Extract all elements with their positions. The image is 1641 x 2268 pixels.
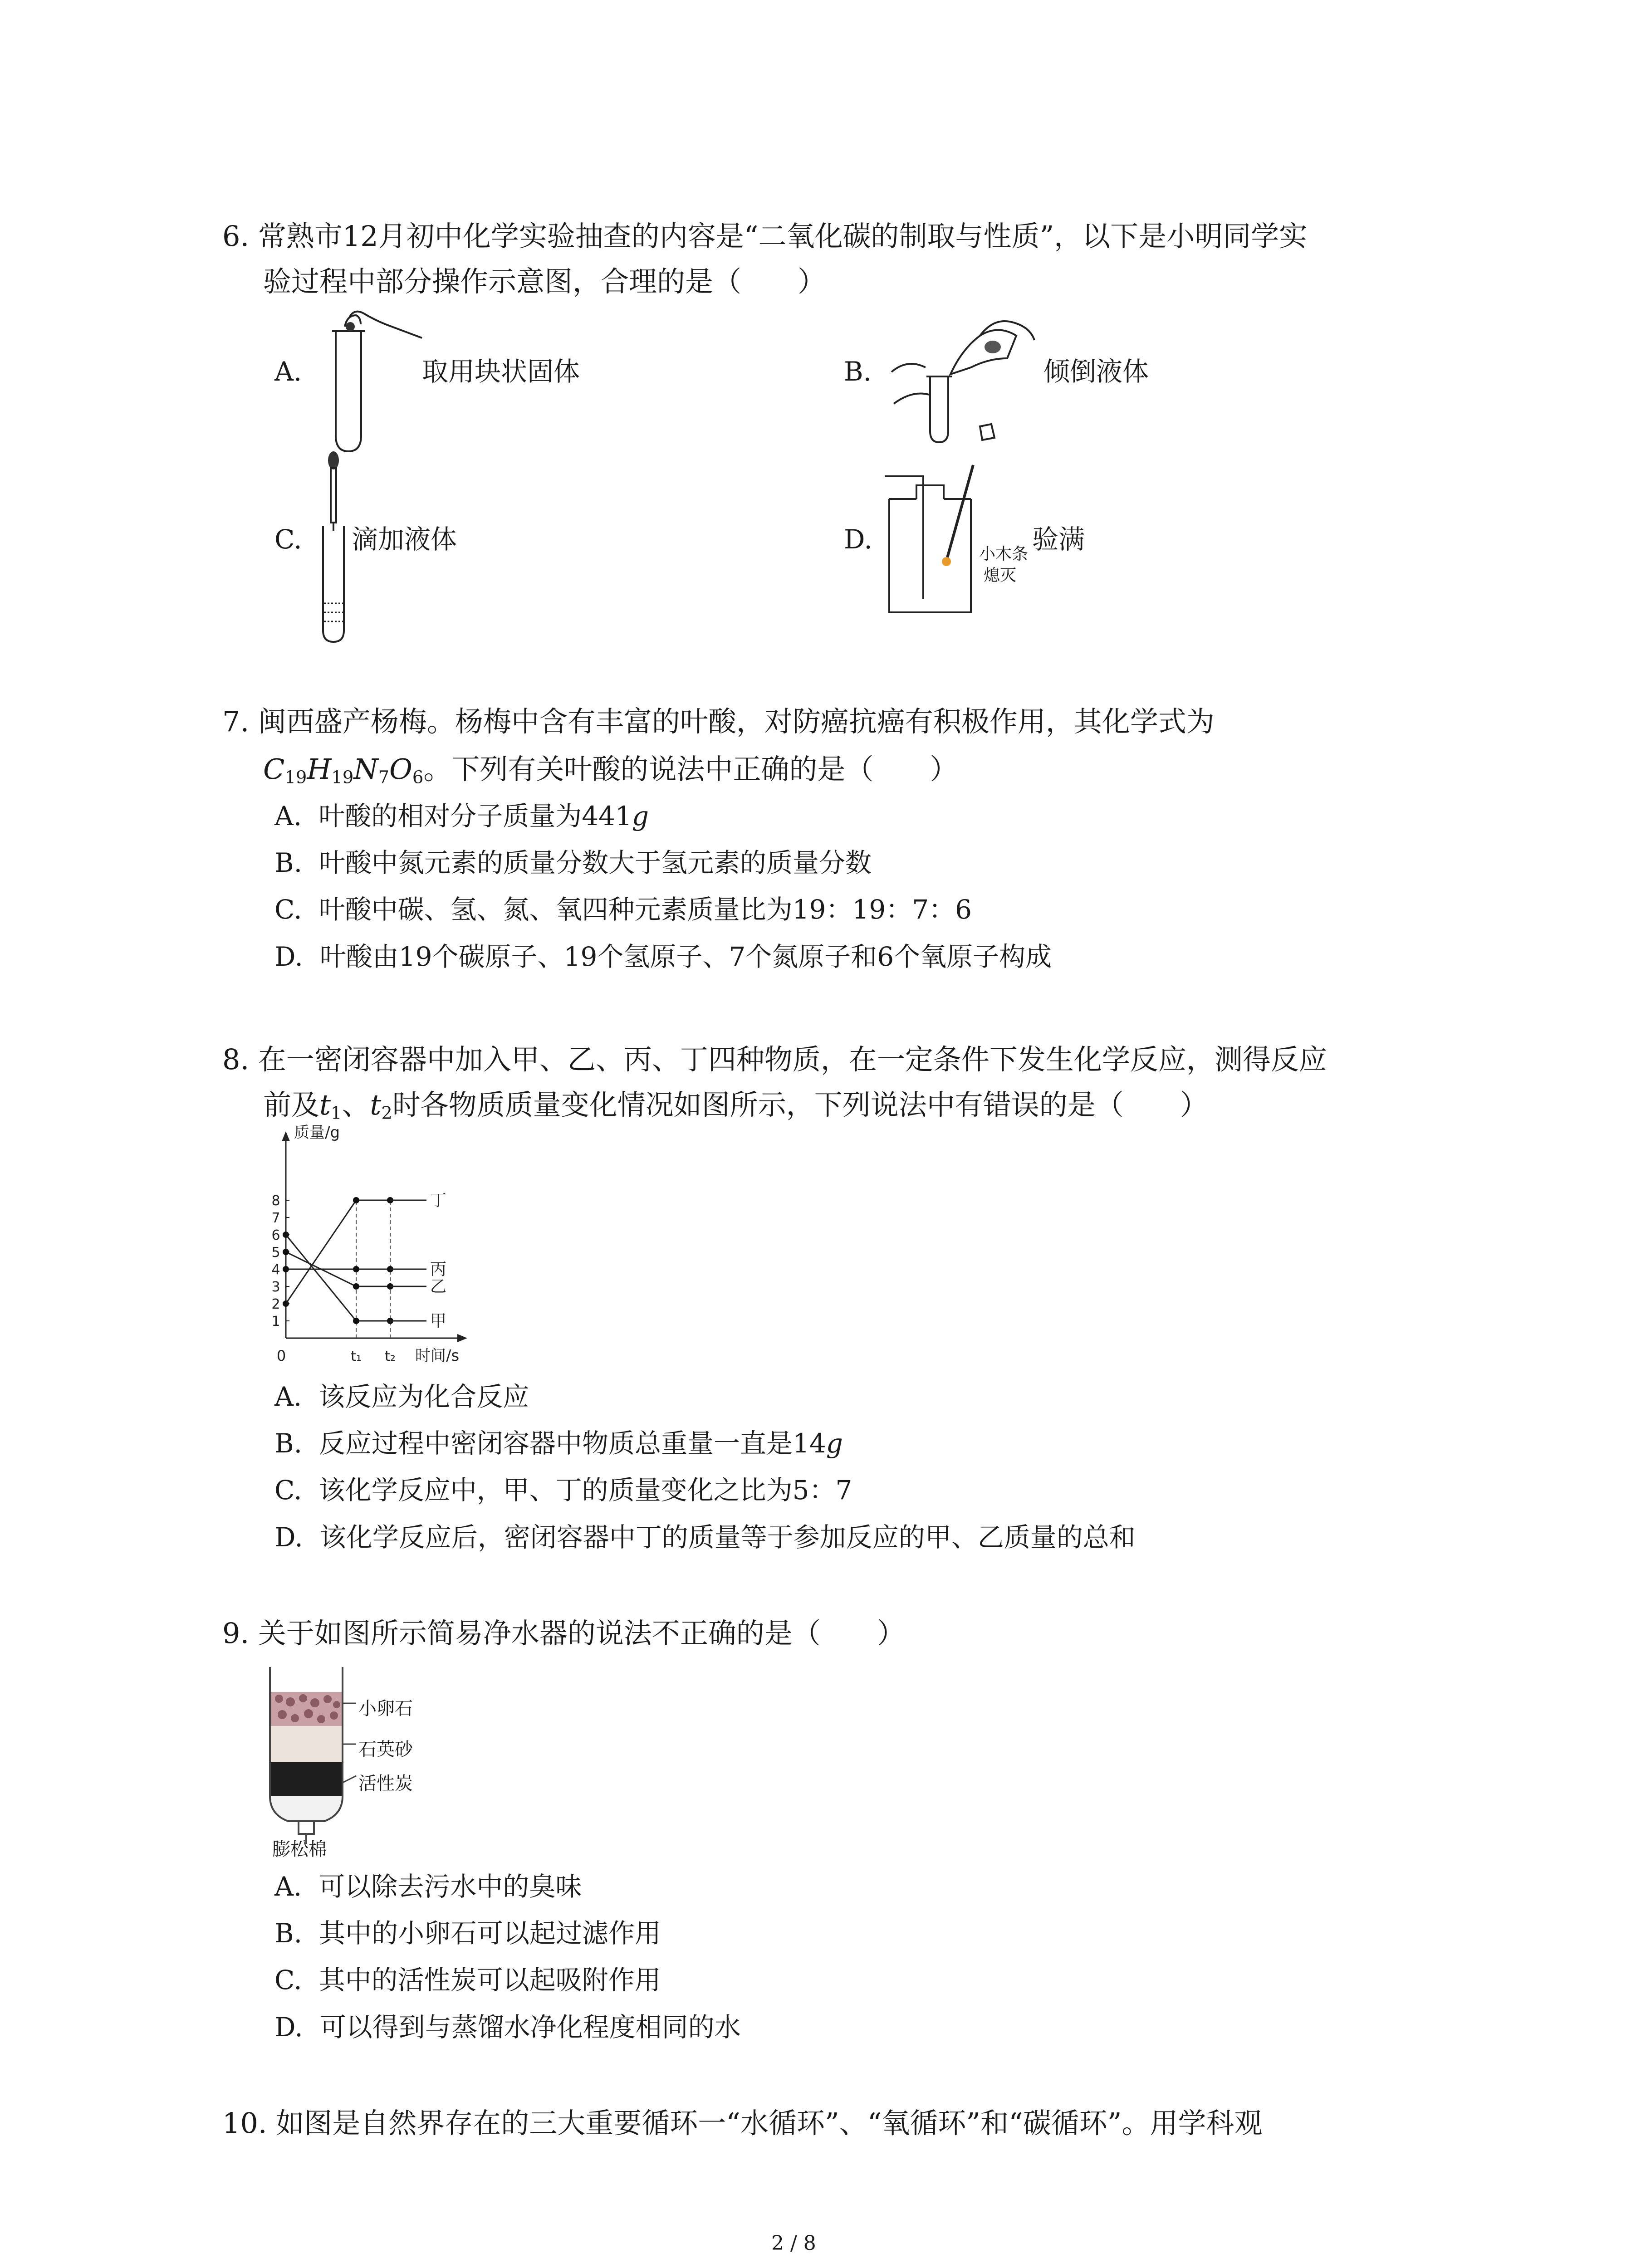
q7-option-d [274, 943, 1052, 970]
filter-label-pebbles: 小卵石 [358, 1698, 413, 1719]
filter-label-activated-carbon: 活性炭 [358, 1773, 413, 1794]
q8-option-a [274, 1383, 529, 1410]
q8-stem-post: 时各物质质量变化情况如图所示，下列说法中有错误的是（ ） [392, 1088, 1208, 1121]
option-text: 该反应为化合反应 [318, 1381, 529, 1412]
option-text: 叶酸中氮元素的质量分数大于氢元素的质量分数 [318, 847, 872, 878]
formula-o: O [389, 753, 412, 786]
data-point [353, 1283, 359, 1290]
option-letter: B. [274, 1918, 303, 1949]
q9-stem-line1: 9. 关于如图所示简易净水器的说法不正确的是（ ） [222, 1617, 905, 1650]
formula-n: N [353, 753, 378, 786]
y-tick-label: 4 [271, 1262, 280, 1278]
y-tick-label: 2 [271, 1296, 280, 1312]
series-label: 甲 [430, 1312, 447, 1330]
data-point [283, 1232, 289, 1238]
y-tick-label: 5 [271, 1245, 280, 1261]
formula-h: H [307, 753, 332, 786]
test-tube-solid-icon [318, 299, 426, 454]
option-letter: C. [274, 894, 302, 925]
x-tick-label: t₁ [351, 1349, 362, 1364]
option-text: 该化学反应后，密闭容器中丁的质量等于参加反应的甲、乙质量的总和 [319, 1522, 1136, 1553]
q8-sep: 、 [342, 1088, 370, 1121]
option-text: 其中的小卵石可以起过滤作用 [318, 1918, 661, 1949]
q7-option-a [274, 803, 649, 829]
q6-d-label-out: 熄灭 [984, 566, 1017, 585]
q6-option-c-caption: 滴加液体 [352, 524, 457, 555]
q9-option-a [274, 1873, 582, 1900]
y-tick-label: 6 [271, 1227, 280, 1243]
q7-stem-line2 [263, 755, 958, 792]
series-label: 乙 [430, 1277, 447, 1296]
q7-stem-rest: 。下列有关叶酸的说法中正确的是（ ） [423, 753, 958, 786]
q8-option-d [274, 1522, 1136, 1553]
series-label: 丙 [430, 1260, 447, 1279]
q9-option-b [274, 1918, 661, 1949]
q6-option-b-caption: 倾倒液体 [1043, 356, 1149, 387]
y-tick-label: 8 [271, 1193, 280, 1209]
y-tick-label: 7 [271, 1210, 280, 1226]
q6-option-a-caption: 取用块状固体 [422, 356, 580, 387]
formula-c: C [263, 753, 285, 786]
option-letter: C. [274, 1965, 302, 1995]
formula-o-count: 6 [412, 767, 424, 788]
data-point [283, 1300, 289, 1307]
page-number: 2 / 8 [771, 2232, 816, 2255]
origin-label: 0 [276, 1347, 286, 1364]
q9-option-d [274, 2012, 741, 2043]
data-point [283, 1266, 289, 1272]
option-letter: D. [274, 941, 303, 972]
option-unit: g [826, 1428, 843, 1459]
pouring-liquid-icon [889, 308, 1043, 454]
option-text: 其中的活性炭可以起吸附作用 [318, 1965, 661, 1995]
q6-stem-line2: 验过程中部分操作示意图，合理的是（ ） [263, 265, 826, 298]
q6-stem-line1: 6. 常熟市12月初中化学实验抽查的内容是“二氧化碳的制取与性质”，以下是小明同学实 [222, 220, 1308, 253]
formula-n-count: 7 [378, 767, 390, 788]
q6-option-d-caption: 验满 [1032, 524, 1085, 555]
t2-subscript: 2 [381, 1103, 392, 1124]
option-text: 叶酸的相对分子质量为441 [318, 801, 632, 831]
data-point [283, 1249, 289, 1255]
option-text: 反应过程中密闭容器中物质总重量一直是14 [318, 1428, 826, 1459]
q6-option-b-letter: B. [844, 356, 872, 387]
option-unit: g [632, 801, 649, 831]
q9-option-c [274, 1967, 661, 1993]
q6-option-c-letter: C. [274, 524, 302, 555]
option-letter: B. [274, 1428, 303, 1459]
x-tick-label: t₂ [385, 1349, 396, 1364]
x-axis-label: 时间/s [415, 1347, 460, 1365]
option-letter: C. [274, 1475, 302, 1505]
filter-label-leaders [343, 1678, 361, 1792]
option-letter: D. [274, 1522, 303, 1553]
filter-label-cotton: 膨松棉 [272, 1839, 327, 1860]
option-text: 该化学反应中，甲、丁的质量变化之比为5：7 [318, 1475, 852, 1505]
water-filter-icon [268, 1665, 349, 1846]
q7-stem-line1: 7. 闽西盛产杨梅。杨梅中含有丰富的叶酸，对防癌抗癌有积极作用，其化学式为 [222, 705, 1215, 738]
data-point [353, 1318, 359, 1324]
option-text: 可以除去污水中的臭味 [318, 1871, 582, 1902]
y-tick-label: 1 [271, 1314, 280, 1330]
q8-stem-line1: 8. 在一密闭容器中加入甲、乙、丙、丁四种物质，在一定条件下发生化学反应，测得反应 [222, 1043, 1327, 1076]
data-point [353, 1197, 359, 1203]
q10-stem-line1: 10. 如图是自然界存在的三大重要循环一“水循环”、“氧循环”和“碳循环”。用学科观 [222, 2107, 1263, 2140]
q8-option-b [274, 1430, 843, 1457]
q7-option-c [274, 896, 972, 923]
option-text: 可以得到与蒸馏水净化程度相同的水 [319, 2012, 741, 2043]
option-letter: A. [274, 1871, 302, 1902]
series-label: 丁 [430, 1191, 447, 1210]
t2-symbol: t [370, 1088, 382, 1121]
q6-option-d-letter: D. [844, 524, 872, 555]
option-letter: A. [274, 801, 302, 831]
option-letter: B. [274, 847, 303, 878]
mass-time-chart [254, 1125, 508, 1379]
option-letter: A. [274, 1381, 302, 1412]
formula-h-count: 19 [331, 767, 354, 788]
y-tick-label: 3 [271, 1279, 280, 1295]
filter-label-quartz-sand: 石英砂 [358, 1739, 413, 1760]
y-axis-arrow [282, 1131, 290, 1141]
x-axis-arrow [457, 1334, 467, 1342]
y-axis-label: 质量/g [294, 1124, 340, 1142]
data-point [353, 1266, 359, 1272]
t1-subscript: 1 [330, 1103, 342, 1124]
q8-stem-pre: 前及 [263, 1088, 320, 1121]
q6-option-a-letter: A. [274, 356, 302, 387]
option-text: 叶酸由19个碳原子、19个氢原子、7个氮原子和6个氧原子构成 [319, 941, 1052, 972]
t1-symbol: t [319, 1088, 331, 1121]
series-line [286, 1200, 390, 1304]
q6-d-label-stick: 小木条 [979, 545, 1029, 563]
q7-option-b [274, 847, 872, 878]
option-text: 叶酸中碳、氢、氮、氧四种元素质量比为19：19：7：6 [318, 894, 972, 925]
q8-option-c [274, 1477, 852, 1503]
formula-c-count: 19 [284, 767, 307, 788]
q8-stem-line2 [263, 1088, 1208, 1128]
option-letter: D. [274, 2012, 303, 2043]
